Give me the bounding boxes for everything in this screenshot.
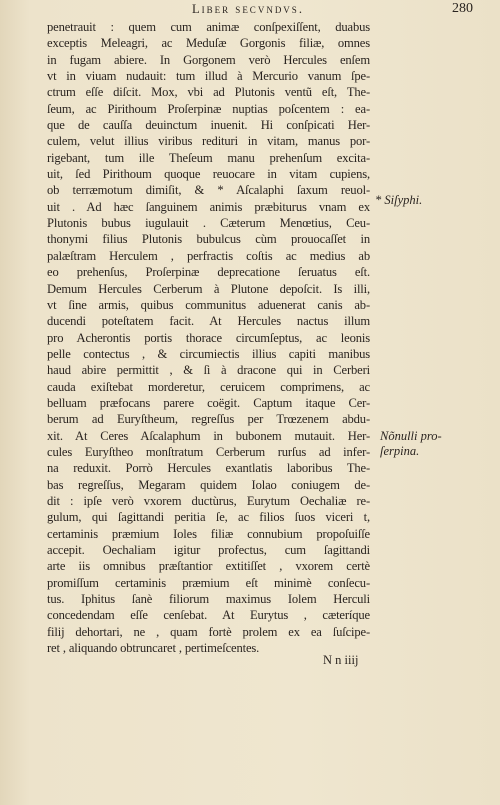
text-line: bas regreſſus, Megaram quidem Iolao coniugem de- (47, 477, 370, 492)
text-line: berum ad Euryſtheum, regreſſus per Trœzenem abdu- (47, 412, 370, 427)
text-line: vt in viuam nudauit: tum illud à Mercurio vanum ſpe- (47, 69, 370, 84)
text-line: gulum, qui ſagittandi peritia ſe, ac filios ſuos viceri t, (47, 510, 370, 525)
text-line: promiſſum certaminis præmium eſt minimè conſecu- (47, 575, 370, 590)
marginal-note-sisyphi: * Siſyphi. (375, 193, 423, 207)
text-line: thonymi filius Plutonis bubulcus cùm prouocaſſet in (47, 232, 370, 247)
marginal-note-line: ſerpina. (380, 444, 420, 458)
text-line: uit . Ad hæc ſanguinem animis præbiturus vnam ex (47, 199, 370, 214)
text-line: rigebant, tum ille Theſeum manu prehenſum excita- (47, 150, 370, 165)
text-line: penetrauit : quem cum animæ conſpexiſſent, duabus (47, 20, 370, 34)
text-line: culem, velut illius viribus redituri in vitam, manus por- (47, 134, 370, 149)
main-text-block (47, 19, 370, 656)
text-line: tus. Iphitus ſanè filiorum maximus Iolem Herculi (47, 592, 370, 607)
text-line: Demum Hercules Cerberum à Plutone depoſcit. Is illi, (47, 281, 370, 296)
marginal-note-line: Nõnulli pro- (380, 429, 442, 443)
text-line: in fugam abiere. In Gorgonem verò Hercules enſem (47, 52, 370, 67)
text-line: vt ſine armis, quibus communitus aduenerat canis ab- (47, 297, 370, 312)
text-line: belluam præfocans parere coëgit. Captum itaque Cer- (47, 395, 370, 410)
text-line: eo prehenſus, Proſerpinæ deprecatione ſeruatus eſt. (47, 265, 370, 280)
text-line: accepit. Oechaliam igitur profectus, cum ſagittandi (47, 543, 370, 557)
text-line: ducendi poteſtatem facit. At Hercules nactus illum (47, 314, 370, 329)
page-number: 280 (452, 1, 473, 16)
text-line: dit : ipſe verò vxorem ductùrus, Eurytum Oechaliæ re- (47, 493, 370, 508)
text-line: que de cauſſa deuinctum inuenit. Hi conſpicati Her- (47, 118, 370, 133)
text-line: ctrum eſſe diſcit. Mox, vbi ad Plutonis ventũ eſt, The- (47, 85, 370, 100)
marginal-note-proserpina (380, 429, 460, 459)
signature-mark: N n iiij (323, 653, 359, 667)
text-line: uit, ſed Pirithoum quoque reuocare in vitam cupiens, (47, 167, 370, 182)
text-line: pelle contectus , & circumiectis illius capiti manibus (47, 346, 370, 361)
text-line: filij dehortari, ne , quam fortè prolem ex ea ſuſcipe- (47, 624, 370, 639)
text-line: concedendam eſſe cenſebat. At Eurytus , cæteríque (47, 608, 370, 623)
text-line: cules Euryſtheo monſtratum Cerberum rurſus ad infer- (47, 444, 370, 459)
text-line: haud abire permittit , & ſi à dracone qui in Cerberi (47, 363, 370, 378)
text-line: cauda exiſtebat morderetur, ceruicem comprimens, ac (47, 379, 370, 394)
running-head: Liber secvndvs. (192, 2, 304, 16)
text-line: ob terræmotum dimiſit, & * Aſcalaphi ſaxum reuol- (47, 183, 370, 198)
text-line: certaminis præmium Ioles filiæ connubium propoſuiſſe (47, 526, 370, 541)
text-line: xit. At Ceres Aſcalaphum in bubonem mutauit. Her- (47, 428, 370, 443)
text-line: ſeum, ac Pirithoum Proſerpinæ nuptias poſcentem : ea- (47, 101, 370, 116)
text-line: Plutonis bubus iugulauit . Cæterum Menœtius, Ceu- (47, 216, 370, 231)
text-line: palæſtram Herculem , perfractis coſtis ac medius ab (47, 248, 370, 263)
text-line: ret , aliquando obtruncaret , pertimeſcentes. (47, 641, 260, 656)
text-line: pro Acherontis portis thorace circumſeptus, ac leonis (47, 330, 370, 345)
text-line: arte iis omnibus præſtantior extitiſſet , vxorem certè (47, 559, 370, 574)
text-line: exceptis Meleagri, ac Meduſæ Gorgonis filiæ, omnes (47, 36, 370, 51)
text-line: na reduxit. Porrò Hercules exantlatis laboribus The- (47, 461, 370, 476)
